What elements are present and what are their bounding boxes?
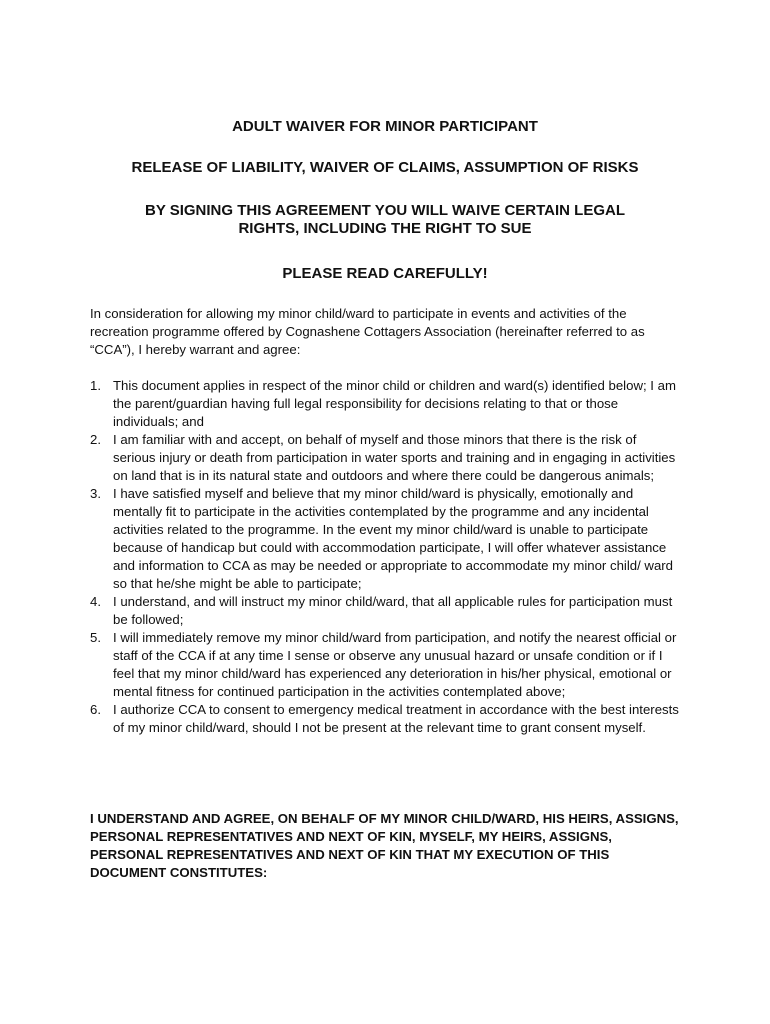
- legal-warning-line-1: BY SIGNING THIS AGREEMENT YOU WILL WAIVE CERTAIN LEGAL: [144, 202, 626, 219]
- clause-item: [90, 377, 680, 431]
- clause-text: I will immediately remove my minor child/ward from participation, and notify the nearest official or staff of the CCA if at any time I sense or observe any unusual hazard or unsafe condition or if I feel that my minor child/ward has experienced any deterioration in his/her physical, emotional or mental fitness for continued participation in the activities contemplated above;: [113, 630, 677, 699]
- agreement-statement: I UNDERSTAND AND AGREE, ON BEHALF OF MY MINOR CHILD/WARD, HIS HEIRS, ASSIGNS, PERSONAL REPRESENTATIVES AND NEXT OF KIN, MYSELF, MY HEIRS, ASSIGNS, PERSONAL REPRESENTATIVES AND NEXT OF KIN THAT MY EXECUTION OF THIS DOCUMENT CONSTITUTES:: [90, 811, 679, 880]
- clause-number: 6.: [90, 702, 101, 717]
- clause-text: I authorize CCA to consent to emergency medical treatment in accordance with the best interests of my minor child/ward, should I not be present at the relevant time to grant consent myself.: [113, 702, 679, 735]
- clause-number: 2.: [90, 432, 101, 447]
- clause-list: [90, 377, 680, 737]
- clause-text: I am familiar with and accept, on behalf of myself and those minors that there is the risk of serious injury or death from participation in water sports and training and in engaging in activities on land that is in its natural state and outdoors and where there could be dangerous animals;: [113, 432, 676, 483]
- clause-text: This document applies in respect of the minor child or children and ward(s) identified below; I am the parent/guardian having full legal responsibility for decisions relating to that or those individuals; and: [113, 378, 676, 429]
- clause-item: [90, 593, 680, 629]
- clause-number: 4.: [90, 594, 101, 609]
- legal-warning-line-2: RIGHTS, INCLUDING THE RIGHT TO SUE: [238, 220, 532, 237]
- clause-number: 5.: [90, 630, 101, 645]
- clause-number: 3.: [90, 486, 101, 501]
- clause-text: I have satisfied myself and believe that my minor child/ward is physically, emotionally and mentally fit to participate in the activities contemplated by the programme and any incidental activities related to the programme. In the event my minor child/ward is unable to participate because of handicap but could with accommodation participate, I will offer whatever assistance and information to CCA as may be needed or appropriate to accommodate my minor child/ ward so that he/she might be able to participate;: [113, 486, 674, 591]
- clause-item: [90, 485, 680, 593]
- clause-item: [90, 701, 680, 737]
- clause-text: I understand, and will instruct my minor child/ward, that all applicable rules for participation must be followed;: [113, 594, 673, 627]
- clause-number: 1.: [90, 378, 101, 393]
- document-subtitle: RELEASE OF LIABILITY, WAIVER OF CLAIMS, ASSUMPTION OF RISKS: [131, 159, 639, 176]
- read-carefully-notice: PLEASE READ CAREFULLY!: [282, 265, 488, 282]
- intro-paragraph: In consideration for allowing my minor child/ward to participate in events and activities of the recreation programme offered by Cognashene Cottagers Association (hereinafter referred to as “CCA”), I hereby warrant and agree:: [90, 306, 645, 357]
- clause-item: [90, 431, 680, 485]
- document-title: ADULT WAIVER FOR MINOR PARTICIPANT: [232, 118, 538, 135]
- clause-item: [90, 629, 680, 701]
- legal-warning: [90, 202, 680, 238]
